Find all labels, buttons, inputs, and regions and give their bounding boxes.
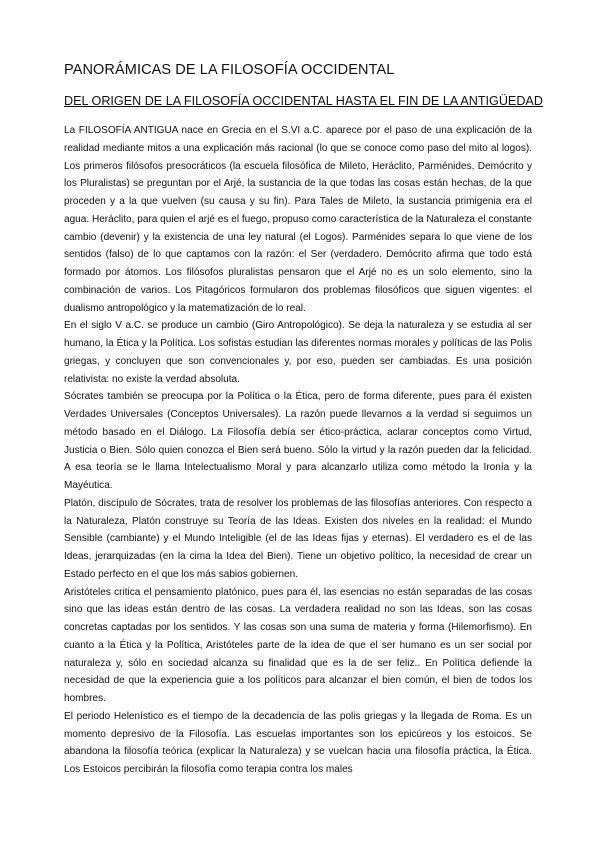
paragraph-platon: Platón, discípulo de Sócrates, trata de resolver los problemas de las filosofías anteriores. Con respecto a la Naturaleza, Platón construye su Teoría de las Ideas. Existen dos niveles en la realidad: el Mundo Sensible (cambiante) y el Mundo Inteligible (el de las Ideas fijas y eternas). El verdadero es el de las Ideas, jerarquizadas (en la cima la Idea del Bien). Tiene un objetivo político, la necesidad de crear un Estado perfecto en el que los más sabios gobiernen. [64, 497, 532, 580]
paragraph-aristoteles: Aristóteles critica el pensamiento platónico, pues para él, las esencias no están separadas de las cosas sino que las ideas están dentro de las cosas. La verdadera realidad no son las Ideas, son las cosas concretas captadas por los sentidos. Y las cosas son una suma de materia y forma (Hilemorfismo). En cuanto a la Ética y la Política, Aristóteles parte de la idea de que el ser humano es un ser social por naturaleza y, sólo en sociedad alcanza su finalidad que es la de ser feliz.. En Política defiende la necesidad de que la experiencia guie a los políticos para alcanzar el bien común, el bien de todos los hombres. [64, 586, 532, 704]
paragraph-socrates: Sócrates también se preocupa por la Política o la Ética, pero de forma diferente, pues para él existen Verdades Universales (Conceptos Universales). La razón puede llevarnos a la verdad si seguimos un método basado en el Diálogo. La Filosofía debía ser ético-práctica, aclarar conceptos como Virtud, Justicia o Bien. Sólo quien conozca el Bien será bueno. Sólo la virtud y la razón pueden dar la felicidad. A esa teoría se le llama Intelectualismo Moral y para alcanzarlo utiliza como método la Ironía y la Mayéutica. [64, 391, 532, 491]
paragraph-filosofia-antigua: La FILOSOFÍA ANTIGUA nace en Grecia en el S.VI a.C. aparece por el paso de una explicación de la realidad mediante mitos a una explicación más racional (lo que se conoce como paso del mito al logos). Los primeros filósofos presocráticos (la escuela filosófica de Mileto, Heráclito, Parménides, Demócrito y los Pluralistas) se preguntan por el Arjé, la sustancia de la que todas las cosas están hechas, de la que proceden y a la que vuelven (su causa y su fin). Para Tales de Mileto, la sustancia primigenia era el agua. Heráclito, para quien el arjé es el fuego, propuso como característica de la Naturaleza el constante cambio (devenir) y la existencia de una ley natural (el Logos). Parménides separa lo que viene de los sentidos (falso) de lo que captamos con la razón: el Ser (verdadero. Demócrito afirma que todo está formado por átomos. Los filósofos pluralistas pensaron que el Arjé no es un solo elemento, sino la combinación de varios. Los Pitagóricos formularon dos problemas filosóficos que siguen vigentes: el dualismo antropológico y la matematización de lo real. [64, 125, 532, 314]
document-title: PANORÁMICAS DE LA FILOSOFÍA OCCIDENTAL [64, 62, 395, 78]
document-body [64, 122, 532, 779]
paragraph-giro-antropologico: En el siglo V a.C. se produce un cambio (Giro Antropológico). Se deja la naturaleza y se estudia al ser humano, la Ética y la Política. Los sofistas estudian las diferentes normas morales y políticas de las Polis griegas, y concluyen que son convencionales y, por eso, pueden ser cambiadas. Es una posición relativista: no existe la verdad absoluta. [64, 320, 532, 385]
document-subtitle: DEL ORIGEN DE LA FILOSOFÍA OCCIDENTAL HASTA EL FIN DE LA ANTIGÜEDAD [64, 94, 543, 108]
paragraph-helenistico: El periodo Helenístico es el tiempo de la decadencia de las polis griegas y la llegada de Roma. Es un momento depresivo de la Filosofía. Las escuelas importantes son los epicúreos y los estoicos. Se abandona la filosofía teórica (explicar la Naturaleza) y se vuelcan hacia una filosofía práctica, la Ética. Los Estoicos percibirán la filosofía como terapia contra los males [64, 710, 532, 775]
document-page [64, 62, 543, 779]
